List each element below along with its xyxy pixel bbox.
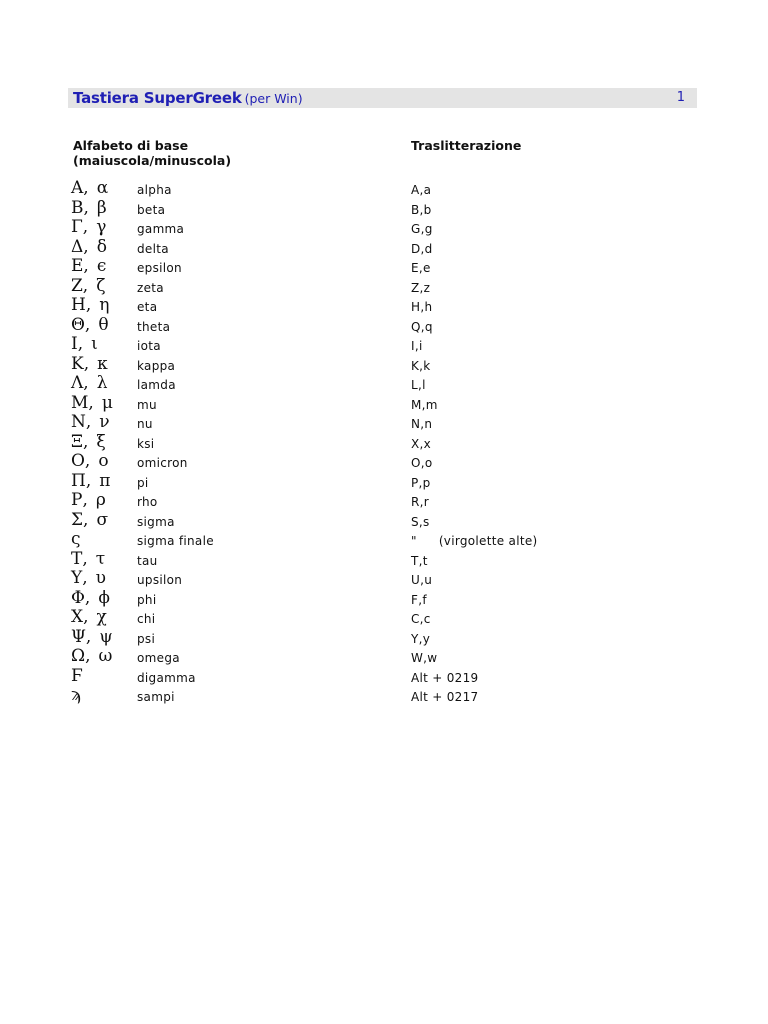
letter-row — [0, 470, 768, 493]
transliteration — [411, 612, 431, 627]
transliteration-value: U,u — [411, 573, 433, 587]
uppercase-letter: Ϝ — [71, 665, 83, 686]
greek-glyph — [71, 685, 81, 706]
column-header-alphabet-line2: (maiuscola/minuscola) — [73, 153, 232, 168]
transliteration-value: B,b — [411, 202, 432, 217]
lowercase-letter: υ — [95, 568, 106, 588]
uppercase-letter: Ζ, — [71, 275, 89, 296]
lowercase-letter: α — [96, 178, 109, 198]
greek-glyph — [71, 568, 106, 589]
uppercase-letter: Μ, — [71, 392, 94, 413]
transliteration — [411, 495, 429, 510]
uppercase-letter: Φ, — [71, 587, 91, 608]
letter-name: chi — [137, 612, 156, 626]
letter-name: gamma — [137, 222, 185, 236]
letter-name: lamda — [137, 378, 176, 392]
transliteration-value: P,p — [411, 475, 431, 490]
lowercase-letter: ρ — [95, 490, 106, 510]
greek-glyph — [71, 373, 107, 394]
greek-glyph — [71, 471, 110, 492]
letter-name: epsilon — [137, 261, 182, 275]
greek-glyph — [71, 354, 108, 375]
letter-row — [0, 453, 768, 473]
transliteration-value: D,d — [411, 241, 433, 256]
lowercase-letter: θ — [98, 314, 109, 335]
transliteration — [411, 515, 430, 530]
uppercase-letter: Β, — [71, 197, 89, 218]
letter-row — [0, 531, 768, 551]
greek-glyph — [71, 510, 108, 531]
letter-row — [0, 258, 768, 278]
transliteration — [411, 281, 430, 296]
lowercase-letter: λ — [96, 373, 108, 393]
uppercase-letter: Σ, — [71, 509, 89, 530]
transliteration — [411, 300, 432, 315]
letter-row — [0, 509, 768, 532]
uppercase-letter: Τ, — [71, 548, 88, 569]
transliteration — [411, 593, 427, 608]
transliteration-value: C,c — [411, 612, 431, 626]
transliteration-value: I,i — [411, 339, 423, 353]
transliteration — [411, 320, 433, 335]
greek-glyph — [71, 549, 105, 570]
letter-name: digamma — [137, 670, 196, 685]
lowercase-letter: π — [99, 470, 111, 491]
transliteration-value: A,a — [411, 183, 432, 197]
letter-name: tau — [137, 553, 158, 568]
column-header-transliteration: Traslitterazione — [411, 138, 522, 153]
greek-glyph — [71, 490, 106, 511]
letter-row — [0, 353, 768, 376]
uppercase-letter: Ρ, — [71, 490, 88, 510]
lowercase-letter: η — [99, 295, 110, 315]
transliteration — [411, 671, 478, 686]
letter-name: phi — [137, 592, 157, 607]
lowercase-letter: γ — [96, 217, 107, 237]
uppercase-letter: Ο, — [71, 451, 91, 471]
transliteration — [411, 203, 432, 218]
letter-row — [0, 609, 768, 629]
letter-row — [0, 275, 768, 298]
letter-row — [0, 492, 768, 512]
uppercase-letter: Υ, — [71, 568, 88, 588]
letter-name: omega — [137, 651, 180, 665]
greek-glyph — [71, 217, 106, 238]
greek-glyph — [71, 432, 106, 453]
letter-row — [0, 648, 768, 668]
greek-glyph — [71, 256, 106, 277]
uppercase-letter: Ε, — [71, 256, 89, 276]
letter-name: upsilon — [137, 573, 183, 587]
transliteration-value: L,l — [411, 378, 426, 392]
letter-row — [0, 548, 768, 571]
lowercase-letter: ψ — [99, 626, 113, 647]
transliteration — [411, 183, 431, 198]
lowercase-letter: ζ — [96, 275, 106, 296]
lowercase-letter: β — [96, 197, 107, 218]
uppercase-letter: Δ, — [71, 236, 89, 257]
letter-name: alpha — [137, 183, 172, 197]
uppercase-letter: Λ, — [71, 373, 89, 393]
transliteration — [411, 690, 478, 705]
lowercase-letter: ω — [98, 646, 113, 666]
uppercase-letter: Ω, — [71, 646, 91, 666]
letter-row — [0, 431, 768, 454]
letter-row — [0, 236, 768, 259]
lowercase-letter: σ — [96, 509, 109, 530]
transliteration — [411, 437, 431, 452]
transliteration-value: E,e — [411, 261, 431, 275]
letter-name: sigma finale — [137, 534, 214, 548]
transliteration-value: Z,z — [411, 280, 431, 295]
uppercase-letter: ϡ — [71, 685, 81, 705]
uppercase-letter: Γ, — [71, 217, 89, 237]
transliteration-value: X,x — [411, 436, 432, 451]
uppercase-letter: Α, — [71, 178, 89, 198]
transliteration-note: (virgolette alte) — [438, 534, 538, 548]
transliteration — [411, 222, 433, 237]
transliteration-value: " — [411, 534, 417, 548]
letter-name: eta — [137, 300, 158, 314]
uppercase-letter: Χ, — [71, 607, 89, 627]
letter-name: sigma — [137, 514, 175, 529]
greek-glyph — [71, 451, 109, 472]
letter-row — [0, 626, 768, 649]
column-header-alphabet — [73, 138, 231, 168]
letter-row — [0, 314, 768, 337]
transliteration-value: G,g — [411, 222, 433, 236]
page-number: 1 — [676, 90, 685, 105]
transliteration-value: Q,q — [411, 319, 433, 334]
transliteration-value: H,h — [411, 300, 433, 314]
uppercase-letter: ς — [71, 529, 81, 549]
greek-glyph — [71, 666, 83, 687]
letter-name: iota — [137, 339, 161, 353]
transliteration-value: S,s — [411, 514, 430, 529]
letter-name: sampi — [137, 690, 175, 704]
greek-glyph — [71, 412, 110, 433]
letter-row — [0, 336, 768, 356]
uppercase-letter: Ξ, — [71, 431, 89, 452]
letter-name: pi — [137, 475, 149, 490]
transliteration-value: N,n — [411, 417, 433, 431]
transliteration — [411, 261, 431, 276]
uppercase-letter: Ν, — [71, 412, 92, 432]
letter-name: mu — [137, 397, 157, 412]
letter-name: theta — [137, 319, 171, 334]
greek-glyph — [71, 627, 113, 648]
uppercase-letter: Π, — [71, 470, 92, 491]
lowercase-letter: ο — [98, 451, 109, 471]
letter-row — [0, 414, 768, 434]
column-header-alphabet-line1: Alfabeto di base — [73, 138, 189, 153]
transliteration — [411, 398, 438, 413]
letter-name: rho — [137, 495, 158, 509]
transliteration-value: M,m — [411, 397, 438, 412]
transliteration — [411, 534, 538, 549]
transliteration — [411, 554, 428, 569]
transliteration-value: Y,y — [411, 631, 431, 646]
letter-row — [0, 687, 768, 707]
lowercase-letter: ϵ — [96, 256, 107, 276]
transliteration-value: W,w — [411, 651, 438, 665]
transliteration — [411, 378, 426, 393]
letter-row — [0, 392, 768, 415]
letter-row — [0, 297, 768, 317]
letter-row — [0, 570, 768, 590]
greek-glyph — [71, 607, 107, 628]
title-main: Tastiera SuperGreek — [73, 89, 242, 107]
letter-row — [0, 180, 768, 200]
greek-glyph — [71, 237, 107, 258]
uppercase-letter: Κ, — [71, 353, 90, 374]
transliteration — [411, 359, 431, 374]
transliteration-value: Alt + 0219 — [411, 670, 479, 685]
lowercase-letter: κ — [97, 353, 108, 374]
letter-name: nu — [137, 417, 153, 431]
uppercase-letter: Η, — [71, 295, 92, 315]
greek-glyph — [71, 178, 108, 199]
letter-name: psi — [137, 631, 156, 646]
transliteration-value: F,f — [411, 592, 427, 607]
letter-name: delta — [137, 241, 169, 256]
greek-glyph — [71, 295, 109, 316]
transliteration-value: T,t — [411, 553, 428, 568]
letter-name: beta — [137, 202, 166, 217]
lowercase-letter: δ — [96, 236, 107, 257]
transliteration — [411, 632, 430, 647]
transliteration — [411, 339, 423, 354]
lowercase-letter: τ — [95, 548, 106, 569]
greek-glyph — [71, 646, 112, 667]
lowercase-letter: μ — [101, 392, 113, 413]
greek-glyph — [71, 529, 81, 550]
transliteration — [411, 476, 431, 491]
transliteration — [411, 651, 437, 666]
transliteration-value: O,o — [411, 456, 433, 470]
letter-row — [0, 197, 768, 220]
letter-row — [0, 375, 768, 395]
letter-name: ksi — [137, 436, 155, 451]
greek-glyph — [71, 315, 109, 336]
letter-row — [0, 665, 768, 688]
uppercase-letter: Ψ, — [71, 626, 92, 647]
uppercase-letter: Θ, — [71, 314, 91, 335]
lowercase-letter: ξ — [96, 431, 106, 452]
transliteration-value: K,k — [411, 358, 431, 373]
transliteration — [411, 417, 432, 432]
lowercase-letter: χ — [96, 607, 107, 627]
header-bar — [68, 88, 697, 108]
lowercase-letter: ι — [91, 334, 98, 354]
lowercase-letter: ν — [99, 412, 110, 432]
greek-glyph — [71, 588, 110, 609]
letter-row — [0, 587, 768, 610]
title-subtitle: (per Win) — [244, 91, 303, 106]
uppercase-letter: Ι, — [71, 334, 84, 354]
greek-glyph — [71, 276, 105, 297]
greek-glyph — [71, 393, 113, 414]
page-title — [73, 88, 303, 108]
letter-name: kappa — [137, 358, 176, 373]
transliteration — [411, 456, 433, 471]
transliteration-value: Alt + 0217 — [411, 690, 479, 704]
transliteration-value: R,r — [411, 495, 429, 509]
transliteration — [411, 573, 432, 588]
greek-glyph — [71, 334, 98, 355]
letter-row — [0, 219, 768, 239]
letter-table — [0, 180, 768, 707]
lowercase-letter: ϕ — [98, 587, 110, 608]
transliteration — [411, 242, 433, 257]
greek-glyph — [71, 198, 107, 219]
letter-name: omicron — [137, 456, 188, 470]
letter-name: zeta — [137, 280, 164, 295]
